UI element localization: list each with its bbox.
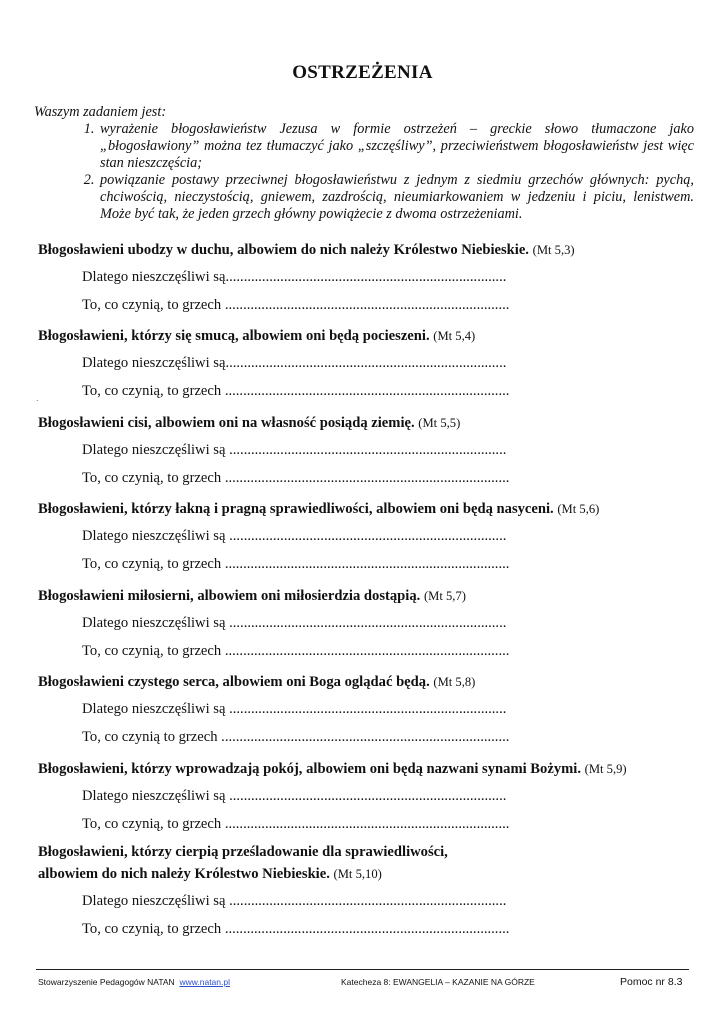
footer-lesson: Katecheza 8: EWANGELIA – KAZANIE NA GÓRZE [341, 977, 535, 987]
beatitude-text: Błogosławieni miłosierni, albowiem oni miłosierdzia dostąpią. [38, 588, 421, 604]
answer-line-sin[interactable]: To, co czynią, to grzech .............................................................................. [82, 470, 510, 486]
beatitude-heading [38, 239, 698, 261]
bible-reference: (Mt 5,10) [333, 867, 382, 881]
answer-line-unhappy[interactable]: Dlatego nieszczęśliwi są............................................................................. [82, 355, 507, 371]
instruction-item: 1. wyrażenie błogosławieństw Jezusa w formie ostrzeżeń – greckie słowo tłumaczone jako „błogosławiony” można tez tłumaczyć jako „szczęśliwy”, przeciwieństwem błogosławieństw jest więc stan nieszczęścia; [98, 121, 694, 172]
beatitude-section [38, 498, 698, 572]
answer-line-unhappy[interactable]: Dlatego nieszczęśliwi są............................................................................. [82, 269, 507, 285]
beatitude-text: Błogosławieni czystego serca, albowiem oni Boga oglądać będą. [38, 674, 430, 690]
beatitude-text: Błogosławieni ubodzy w duchu, albowiem do nich należy Królestwo Niebieskie. [38, 242, 529, 258]
bible-reference: (Mt 5,7) [423, 589, 466, 603]
beatitude-section [38, 841, 698, 937]
answer-line-sin[interactable]: To, co czynią, to grzech .............................................................................. [82, 556, 510, 572]
answer-line-unhappy[interactable]: Dlatego nieszczęśliwi są ............................................................................ [82, 615, 507, 631]
answer-line-unhappy[interactable]: Dlatego nieszczęśliwi są ............................................................................ [82, 528, 507, 544]
instruction-item: 2. powiązanie postawy przeciwnej błogosławieństwu z jednym z siedmiu grzechów głównych: pychą, chciwością, nieczystością, gniewem, zazdrością, nieumiarkowaniem w jedzeniu i piciu, lenistwem. Może być tak, że jeden grzech główny powiążecie z dwoma ostrzeżeniami. [98, 172, 694, 223]
instructions-list [34, 121, 694, 223]
beatitude-text: Błogosławieni, którzy się smucą, albowiem oni będą pocieszeni. [38, 328, 430, 344]
bible-reference: (Mt 5,3) [532, 243, 575, 257]
beatitude-text: Błogosławieni cisi, albowiem oni na własność posiądą ziemię. [38, 415, 415, 431]
answer-line-sin[interactable]: To, co czynią to grzech ............................................................................... [82, 729, 510, 745]
answer-line-sin[interactable]: To, co czynią, to grzech .............................................................................. [82, 643, 510, 659]
beatitude-section [38, 758, 698, 832]
footer-org-name: Stowarzyszenie Pedagogów NATAN [38, 977, 175, 987]
instructions-lead: Waszym zadaniem jest: [34, 104, 167, 120]
instructions [34, 104, 694, 223]
stray-mark: · [36, 397, 39, 405]
footer-org [38, 977, 230, 987]
bible-reference: (Mt 5,8) [433, 675, 476, 689]
beatitude-heading [38, 758, 698, 780]
beatitude-text: Błogosławieni, którzy łakną i pragną sprawiedliwości, albowiem oni będą nasyceni. [38, 501, 554, 517]
answer-line-unhappy[interactable]: Dlatego nieszczęśliwi są ............................................................................ [82, 893, 507, 909]
answer-line-sin[interactable]: To, co czynią, to grzech .............................................................................. [82, 816, 510, 832]
bible-reference: (Mt 5,4) [433, 329, 476, 343]
page-title: OSTRZEŻENIA [292, 62, 433, 83]
bible-reference: (Mt 5,6) [557, 502, 600, 516]
answer-line-sin[interactable]: To, co czynią, to grzech .............................................................................. [82, 383, 510, 399]
answer-line-unhappy[interactable]: Dlatego nieszczęśliwi są ............................................................................ [82, 788, 507, 804]
answer-line-unhappy[interactable]: Dlatego nieszczęśliwi są ............................................................................ [82, 701, 507, 717]
beatitude-text: Błogosławieni, którzy wprowadzają pokój, albowiem oni będą nazwani synami Bożymi. [38, 761, 581, 777]
beatitude-heading-continued [38, 863, 698, 885]
beatitude-heading [38, 325, 698, 347]
beatitude-heading [38, 671, 698, 693]
beatitude-section [38, 325, 698, 399]
bible-reference: (Mt 5,9) [584, 762, 627, 776]
beatitude-section [38, 412, 698, 486]
beatitude-heading [38, 585, 698, 607]
footer-link[interactable]: www.natan.pl [179, 977, 230, 987]
beatitude-heading [38, 412, 698, 434]
beatitude-section [38, 585, 698, 659]
beatitude-heading [38, 498, 698, 520]
beatitude-heading: Błogosławieni, którzy cierpią prześladowanie dla sprawiedliwości, [38, 844, 448, 860]
beatitude-section [38, 239, 698, 313]
beatitude-section [38, 671, 698, 745]
bible-reference: (Mt 5,5) [418, 416, 461, 430]
answer-line-sin[interactable]: To, co czynią, to grzech .............................................................................. [82, 921, 510, 937]
answer-line-sin[interactable]: To, co czynią, to grzech .............................................................................. [82, 297, 510, 313]
answer-line-unhappy[interactable]: Dlatego nieszczęśliwi są ............................................................................ [82, 442, 507, 458]
beatitude-text: albowiem do nich należy Królestwo Niebieskie. [38, 866, 330, 882]
footer-divider [36, 969, 689, 970]
footer-page-number: Pomoc nr 8.3 [620, 976, 683, 988]
